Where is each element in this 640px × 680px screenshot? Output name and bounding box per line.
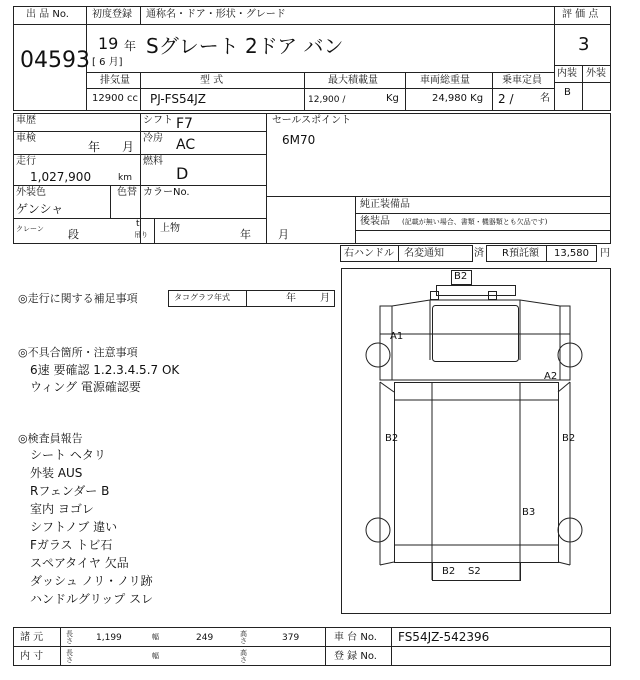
capacity-label: 乗車定員: [502, 75, 542, 86]
month-value: [ 6 月]: [92, 57, 123, 68]
aircon-label: 冷房: [143, 133, 163, 144]
mileage-label: 走行: [16, 156, 36, 167]
color-code-label: カラーNo.: [143, 187, 190, 198]
inspector-line: シート ヘタリ: [30, 448, 106, 462]
width-label: 幅: [152, 633, 159, 641]
interior-width-label: 幅: [152, 652, 159, 660]
tacho-month: 月: [320, 293, 330, 304]
year-unit: 年: [124, 39, 137, 53]
inspection-year: 年: [88, 140, 101, 154]
sales-point-label: セールスポイント: [272, 115, 352, 126]
capacity-value: 2 /: [498, 92, 514, 106]
history-label: 車歴: [16, 115, 36, 126]
lot-label: 出 品 No.: [26, 9, 69, 20]
height-label: 高さ: [240, 630, 247, 645]
defect-line: 6速 要確認 1.2.3.4.5.7 OK: [30, 363, 180, 377]
length-label: 長さ: [66, 630, 73, 645]
shift-value: F7: [176, 116, 193, 132]
interior-label: 内装: [557, 68, 577, 79]
crane-stage: 段: [68, 228, 79, 241]
chassis-value: FS54JZ-542396: [398, 630, 490, 644]
damage-mark-right: B2: [562, 433, 576, 444]
dims-label: 諸 元: [20, 632, 44, 643]
damage-mark-rear-right: S2: [468, 566, 481, 577]
year-value: 19: [98, 34, 119, 53]
inspector-line: シフトノブ 違い: [30, 520, 118, 534]
displacement-value: 12900 cc: [92, 93, 138, 104]
displacement-label: 排気量: [100, 75, 130, 86]
inspector-title: ◎検査員報告: [18, 432, 83, 445]
recycle-unit: 円: [600, 248, 610, 259]
inspector-line: スペアタイヤ 欠品: [30, 556, 129, 570]
loading-year: 年: [240, 228, 251, 241]
damage-mark-front-left: A1: [390, 331, 404, 342]
name-change-mark: 済: [474, 248, 484, 259]
damage-mark-left: B2: [385, 433, 399, 444]
inspection-label: 車検: [16, 133, 36, 144]
sales-point-value: 6M70: [282, 133, 316, 147]
model-code: PJ-FS54JZ: [150, 92, 207, 106]
tacho-year: 年: [286, 293, 296, 304]
width-value: 249: [196, 633, 214, 643]
model-name: Sグレート 2ドア バン: [146, 34, 344, 58]
interior-dims-label: 内 寸: [20, 651, 44, 662]
load-unit: Kg: [386, 93, 399, 104]
name-change-label: 名変通知: [404, 248, 444, 259]
rating-label: 評 価 点: [562, 9, 599, 20]
chassis-label: 車 台 No.: [334, 632, 377, 643]
vehicle-diagram: [366, 286, 582, 581]
loading-month: 月: [278, 228, 289, 241]
color-value: ゲンシャ: [16, 202, 64, 216]
load-value: 12,900 /: [308, 95, 346, 105]
model-label: 型 式: [200, 75, 224, 86]
defect-line: ウィング 電源確認要: [30, 380, 141, 394]
color-label: 外装色: [16, 187, 46, 198]
inspector-line: 外装 AUS: [30, 466, 83, 480]
lot-number: 04593: [20, 48, 90, 73]
gross-weight-value: 24,980 Kg: [432, 93, 484, 104]
inspector-line: ダッシュ ノリ・ノリ跡: [30, 574, 153, 588]
aftermarket-label: 後装品: [360, 216, 390, 227]
length-value: 1,199: [96, 633, 122, 643]
rating-value: 3: [578, 34, 590, 55]
first-reg-label: 初度登録: [92, 9, 132, 20]
fuel-label: 燃料: [143, 156, 163, 167]
loading-label: 上物: [160, 223, 180, 234]
fuel-value: D: [176, 164, 189, 183]
crane-label: クレーン: [16, 225, 44, 233]
exterior-label: 外装: [586, 68, 606, 79]
genuine-equipment-label: 純正装備品: [360, 199, 410, 210]
shift-label: シフト: [143, 115, 173, 126]
recycle-value: 13,580: [554, 248, 589, 259]
crane-suspend: 吊り: [134, 231, 148, 239]
inspector-line: 室内 ヨゴレ: [30, 502, 94, 516]
interior-grade: B: [564, 87, 571, 98]
damage-mark-front-right: A2: [544, 371, 558, 382]
height-value: 379: [282, 633, 300, 643]
handle-value: 右ハンドル: [344, 248, 394, 259]
color-change-label: 色替: [117, 187, 137, 198]
supplement-title: ◎走行に関する補足事項: [18, 292, 138, 305]
damage-mark-top: B2: [454, 271, 468, 282]
interior-height-label: 高さ: [240, 649, 247, 664]
inspection-month: 月: [122, 140, 135, 154]
gross-weight-label: 車両総重量: [420, 75, 470, 86]
interior-length-label: 長さ: [66, 649, 73, 664]
mileage-unit: km: [118, 173, 132, 183]
inspector-line: Fガラス トビ石: [30, 538, 113, 552]
aftermarket-note: (記載が無い場合、書類・機器類とも欠品です): [402, 218, 548, 226]
recycle-label: R預託額: [502, 248, 539, 259]
load-label: 最大積載量: [328, 75, 378, 86]
inspector-line: Rフェンダー B: [30, 484, 110, 498]
crane-ton: t: [136, 219, 140, 229]
damage-mark-right-rear: B3: [522, 507, 536, 518]
inspector-line: ハンドルグリップ スレ: [30, 592, 154, 606]
name-label: 通称名・ドア・形状・グレード: [146, 9, 286, 20]
defects-title: ◎不具合箇所・注意事項: [18, 346, 138, 359]
damage-mark-rear-left: B2: [442, 566, 456, 577]
capacity-unit: 名: [540, 93, 550, 104]
tacho-label: タコグラフ年式: [174, 293, 230, 302]
aircon-value: AC: [176, 137, 196, 153]
registration-label: 登 録 No.: [334, 651, 377, 662]
mileage-value: 1,027,900: [30, 170, 92, 184]
